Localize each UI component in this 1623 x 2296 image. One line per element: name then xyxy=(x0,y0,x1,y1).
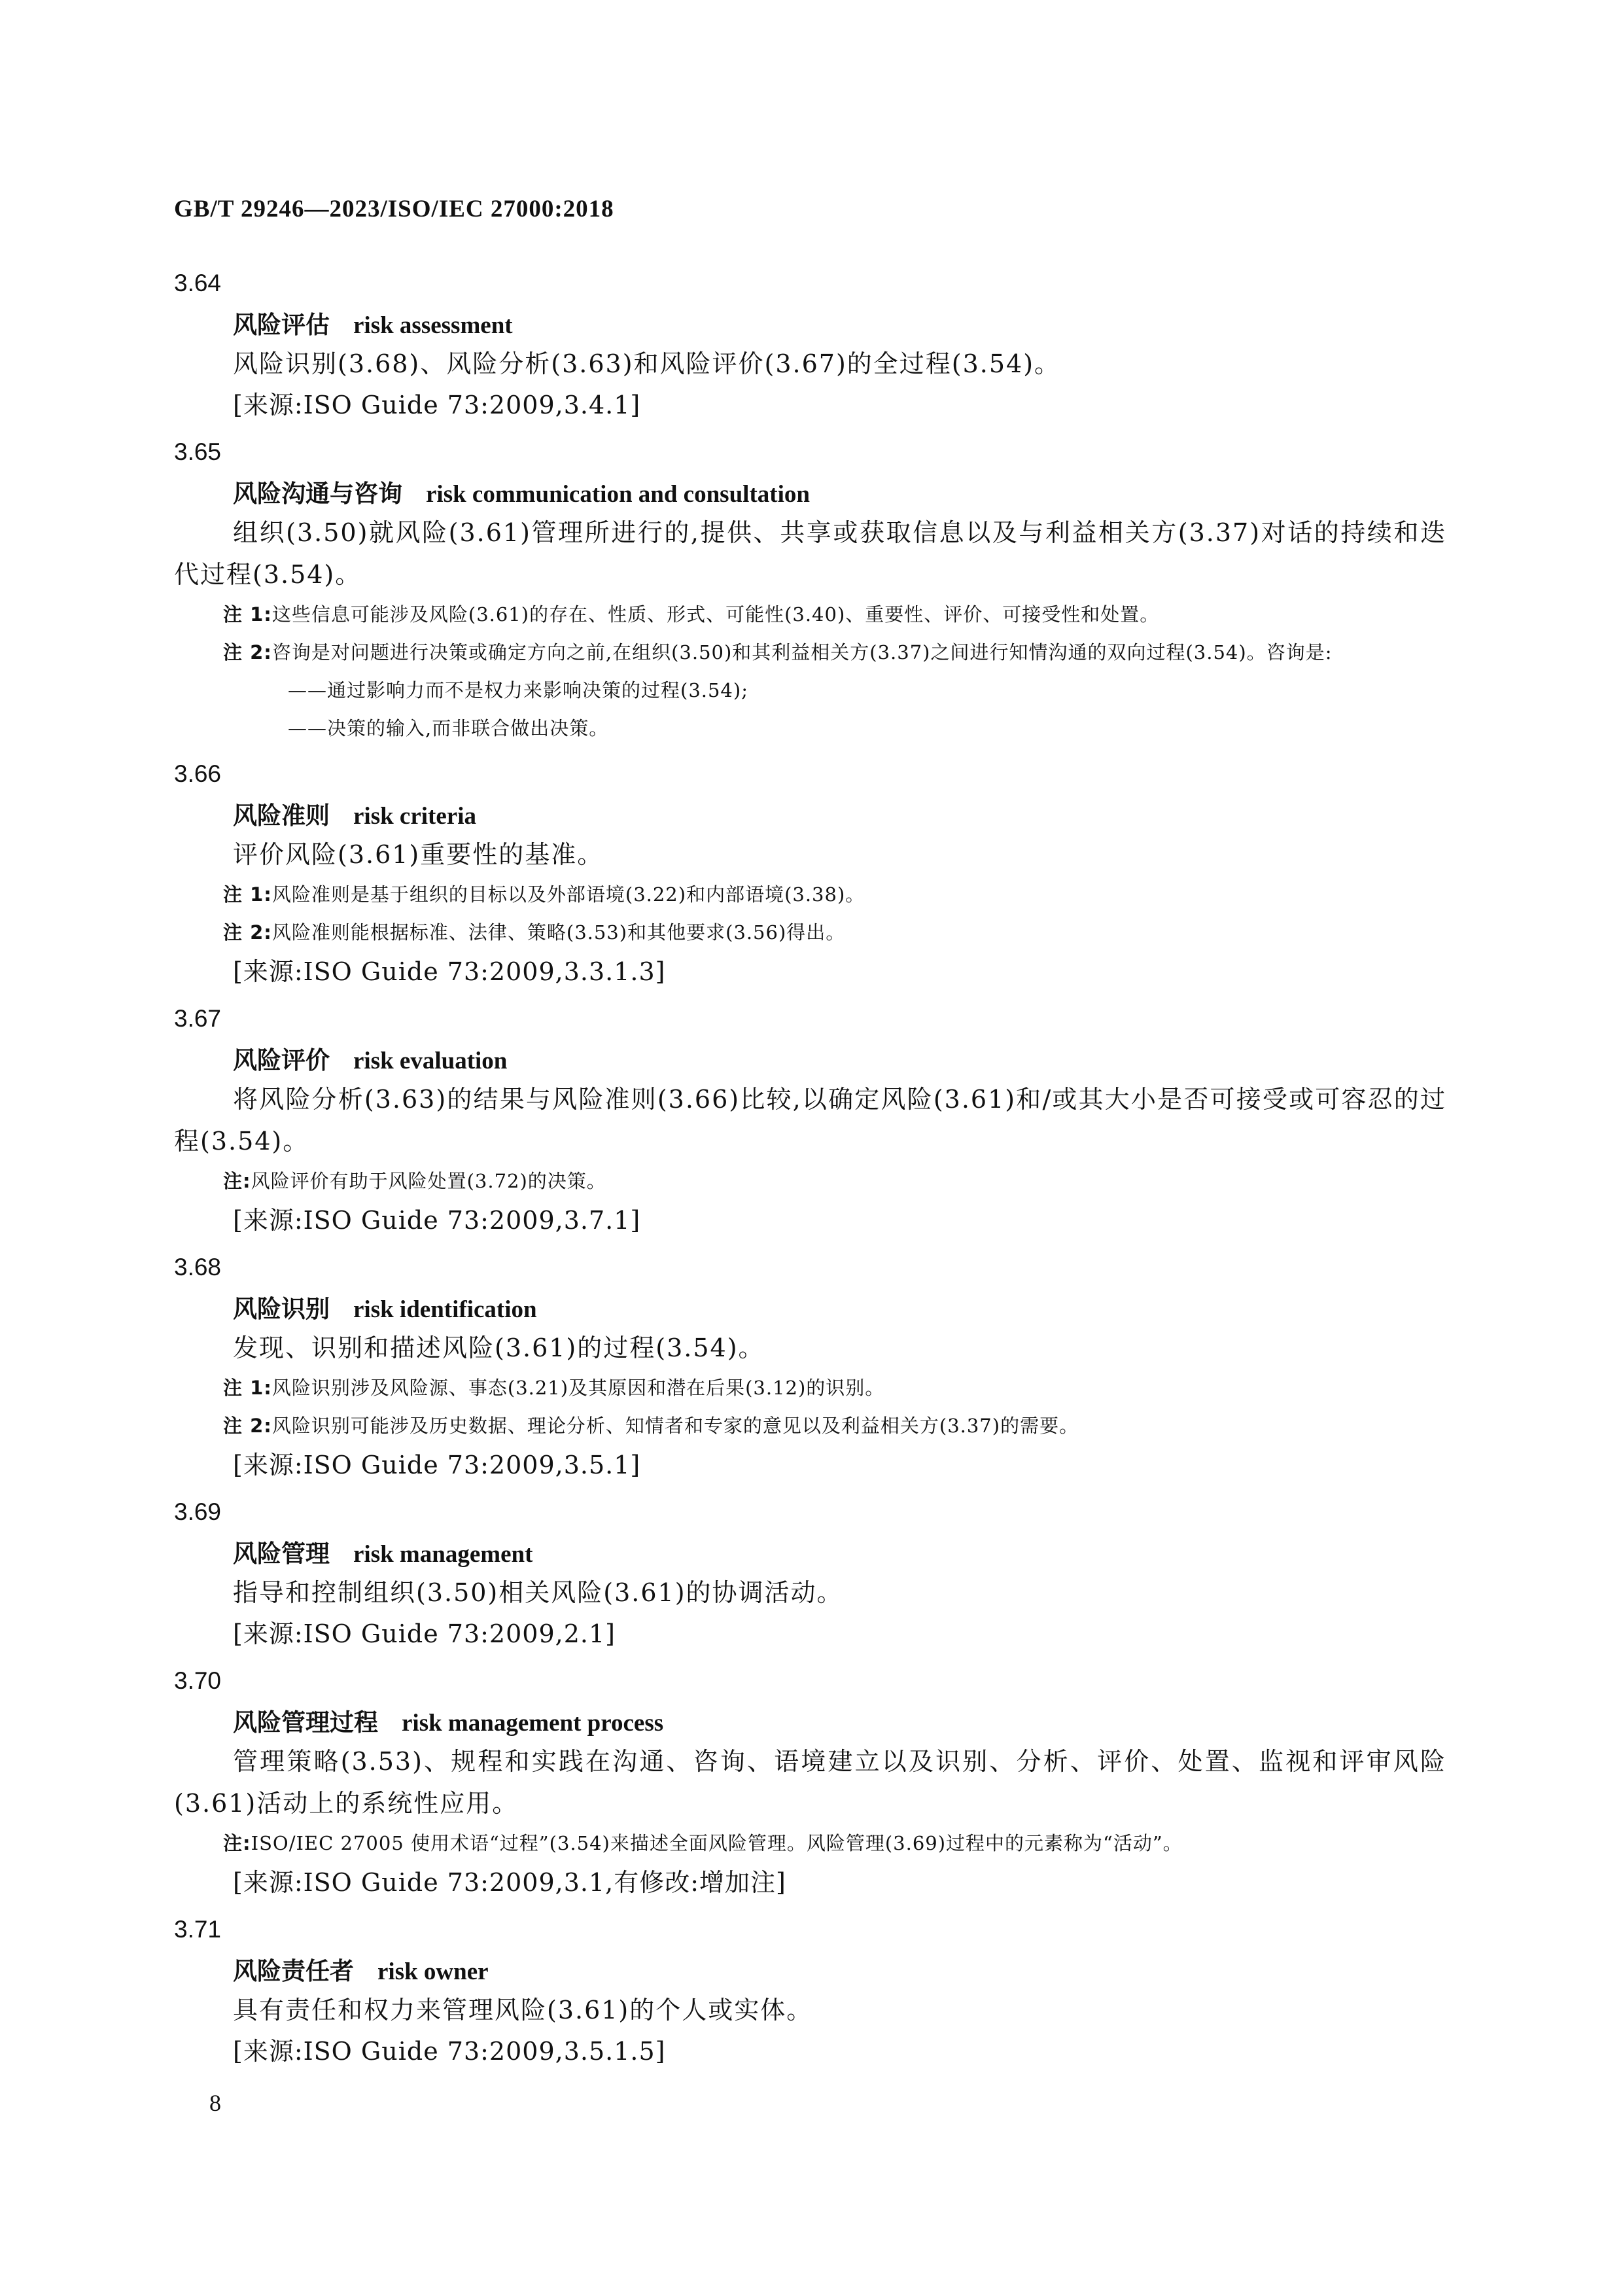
term-zh: 风险管理过程 xyxy=(233,1708,378,1737)
term-heading xyxy=(233,480,1446,508)
term-en: risk communication and consultation xyxy=(426,481,810,508)
term-heading xyxy=(233,1296,1446,1323)
term-list xyxy=(174,270,1446,2072)
term-source: [来源:ISO Guide 73:2009,3.4.1] xyxy=(233,391,641,419)
term-entry-3-71 xyxy=(174,1916,1446,2072)
term-definition: 发现、识别和描述风险(3.61)的过程(3.54)。 xyxy=(233,1333,765,1362)
note-label: 注: xyxy=(223,1832,251,1854)
term-entry-3-65 xyxy=(174,438,1446,747)
note-text: 风险评价有助于风险处置(3.72)的决策。 xyxy=(251,1170,606,1192)
term-en: risk management process xyxy=(402,1710,664,1737)
entry-number: 3.68 xyxy=(174,1254,222,1280)
note-label: 注 2: xyxy=(223,1415,272,1437)
term-source: [来源:ISO Guide 73:2009,2.1] xyxy=(233,1619,616,1648)
note-label: 注 2: xyxy=(223,641,272,663)
note-text: 风险准则能根据标准、法律、策略(3.53)和其他要求(3.56)得出。 xyxy=(271,921,846,944)
note-text: 咨询是对问题进行决策或确定方向之前,在组织(3.50)和其利益相关方(3.37)之间进行知情沟通的双向过程(3.54)。咨询是: xyxy=(271,641,1333,663)
note-text: 风险识别涉及风险源、事态(3.21)及其原因和潜在后果(3.12)的识别。 xyxy=(271,1377,885,1399)
term-zh: 风险责任者 xyxy=(233,1957,354,1985)
term-definition: 指导和控制组织(3.50)相关风险(3.61)的协调活动。 xyxy=(233,1578,843,1607)
entry-number: 3.66 xyxy=(174,760,222,787)
entry-number: 3.70 xyxy=(174,1667,222,1694)
term-zh: 风险管理 xyxy=(233,1540,330,1568)
entry-number: 3.69 xyxy=(174,1498,222,1525)
note-label: 注 1: xyxy=(223,603,272,626)
term-definition: 组织(3.50)就风险(3.61)管理所进行的,提供、共享或获取信息以及与利益相关方(3.37)对话的持续和迭代过程(3.54)。 xyxy=(174,518,1446,589)
term-en: risk identification xyxy=(353,1296,537,1323)
term-en: risk criteria xyxy=(353,803,476,830)
term-entry-3-68 xyxy=(174,1254,1446,1485)
term-note xyxy=(223,913,1446,951)
term-entry-3-70 xyxy=(174,1667,1446,1903)
term-definition: 具有责任和权力来管理风险(3.61)的个人或实体。 xyxy=(233,1996,813,2024)
term-source: [来源:ISO Guide 73:2009,3.3.1.3] xyxy=(233,957,666,986)
term-heading xyxy=(233,1709,1446,1737)
term-note xyxy=(223,1407,1446,1445)
note-text: 风险准则是基于组织的目标以及外部语境(3.22)和内部语境(3.38)。 xyxy=(271,883,865,906)
term-en: risk owner xyxy=(377,1958,489,1985)
note-list-item: ——决策的输入,而非联合做出决策。 xyxy=(288,717,609,739)
note-text: 风险识别可能涉及历史数据、理论分析、知情者和专家的意见以及利益相关方(3.37)的需要。 xyxy=(271,1415,1079,1437)
term-source: [来源:ISO Guide 73:2009,3.5.1] xyxy=(233,1451,641,1479)
entry-number: 3.64 xyxy=(174,270,222,296)
term-note xyxy=(223,1162,1446,1200)
entry-number: 3.65 xyxy=(174,438,222,465)
note-label: 注 1: xyxy=(223,1377,272,1399)
term-heading xyxy=(233,1047,1446,1074)
term-definition: 管理策略(3.53)、规程和实践在沟通、咨询、语境建立以及识别、分析、评价、处置、监视和评审风险(3.61)活动上的系统性应用。 xyxy=(174,1747,1446,1818)
term-entry-3-66 xyxy=(174,760,1446,992)
page-number: 8 xyxy=(209,2090,221,2116)
term-heading xyxy=(233,311,1446,339)
term-definition: 风险识别(3.68)、风险分析(3.63)和风险评价(3.67)的全过程(3.54)。 xyxy=(233,349,1061,378)
term-en: risk assessment xyxy=(353,312,513,339)
note-text: 这些信息可能涉及风险(3.61)的存在、性质、形式、可能性(3.40)、重要性、评价、可接受性和处置。 xyxy=(271,603,1160,626)
term-en: risk management xyxy=(353,1541,533,1568)
term-source: [来源:ISO Guide 73:2009,3.7.1] xyxy=(233,1206,641,1235)
term-heading xyxy=(233,1958,1446,1985)
note-text: ISO/IEC 27005 使用术语“过程”(3.54)来描述全面风险管理。风险管理(3.69)过程中的元素称为“活动”。 xyxy=(251,1832,1183,1854)
term-heading xyxy=(233,802,1446,830)
term-heading xyxy=(233,1540,1446,1568)
term-source: [来源:ISO Guide 73:2009,3.5.1.5] xyxy=(233,2037,666,2066)
note-list-item: ——通过影响力而不是权力来影响决策的过程(3.54); xyxy=(288,679,748,701)
note-label: 注 2: xyxy=(223,921,272,944)
entry-number: 3.67 xyxy=(174,1005,222,1032)
term-en: risk evaluation xyxy=(353,1048,508,1074)
term-zh: 风险准则 xyxy=(233,802,330,830)
term-note xyxy=(223,633,1446,671)
note-label: 注: xyxy=(223,1170,251,1192)
term-zh: 风险识别 xyxy=(233,1295,330,1323)
term-definition: 评价风险(3.61)重要性的基准。 xyxy=(233,840,604,869)
term-source: [来源:ISO Guide 73:2009,3.1,有修改:增加注] xyxy=(233,1868,786,1897)
note-label: 注 1: xyxy=(223,883,272,906)
term-definition: 将风险分析(3.63)的结果与风险准则(3.66)比较,以确定风险(3.61)和/或其大小是否可接受或可容忍的过程(3.54)。 xyxy=(174,1085,1446,1156)
term-zh: 风险评价 xyxy=(233,1046,330,1074)
term-note xyxy=(223,1369,1446,1407)
term-entry-3-64 xyxy=(174,270,1446,425)
term-entry-3-67 xyxy=(174,1005,1446,1241)
term-note xyxy=(223,595,1446,633)
standard-header: GB/T 29246—2023/ISO/IEC 27000:2018 xyxy=(174,196,614,222)
term-note xyxy=(223,1824,1446,1862)
term-zh: 风险评估 xyxy=(233,311,330,339)
term-zh: 风险沟通与咨询 xyxy=(233,480,402,508)
entry-number: 3.71 xyxy=(174,1916,222,1943)
term-entry-3-69 xyxy=(174,1498,1446,1654)
term-note xyxy=(223,875,1446,913)
